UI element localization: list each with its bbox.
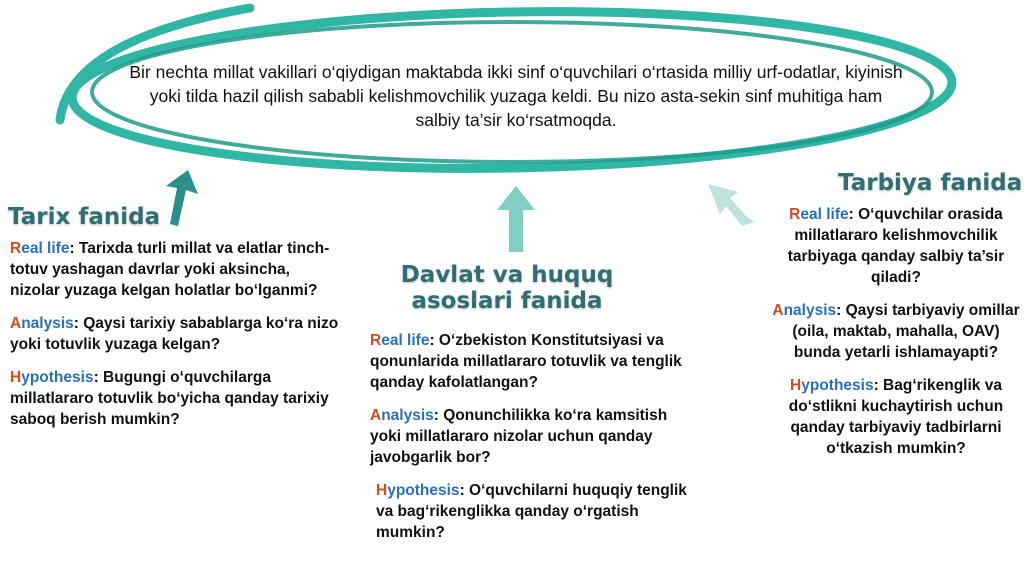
column-tarbiya: [770, 204, 1022, 471]
heading-davlat: Davlat va huquq asoslari fanida: [400, 262, 614, 314]
item-analysis: Analysis: Qaysi tarbiyaviy omillar (oila, maktab, mahalla, OAV) bunda yetarli ishlamayapti?: [772, 302, 1020, 361]
column-tarix: [10, 238, 340, 442]
column-davlat: [370, 330, 690, 555]
item-analysis: Analysis: Qonunchilikka ko‘ra kamsitish yoki millatlararo nizolar uchun qanday javobgarlik bor?: [370, 407, 668, 466]
arrow-up-left-icon: [160, 168, 210, 228]
scenario-text: Bir nechta millat vakillari o‘qiydigan maktabda ikki sinf o‘quvchilari o‘rtasida milliy urf-odatlar, kiyinish yoki tilda hazil qilish sababli kelishmovchilik yuzaga keldi. Bu nizo asta-sekin sinf muhitiga ham salbiy ta’sir ko‘rsatmoqda.: [129, 62, 903, 130]
heading-tarbiya: Tarbiya fanida: [838, 170, 1023, 196]
item-analysis: Analysis: Qaysi tarixiy sabablarga ko‘ra nizo yoki totuvlik yuzaga kelgan?: [10, 315, 339, 353]
item-real-life: Real life: O‘zbekiston Konstitutsiyasi va qonunlarida millatlararo totuvlik va tenglik qanday kafolatlangan?: [370, 332, 682, 391]
heading-tarix: Tarix fanida: [8, 204, 161, 230]
item-real-life: Real life: Tarixda turli millat va elatlar tinch-totuv yashagan davrlar yoki aksincha, nizolar yuzaga kelgan holatlar bo‘lganmi?: [10, 240, 330, 299]
item-hypothesis: Hypothesis: Bag‘rikenglik va do‘stlikni kuchaytirish uchun qanday tarbiyaviy tadbirlarni o‘tkazish mumkin?: [788, 377, 1004, 457]
arrow-up-right-icon: [702, 180, 758, 230]
arrow-up-center-icon: [494, 184, 538, 254]
item-real-life: Real life: O‘quvchilar orasida millatlararo kelishmovchilik tarbiyaga qanday salbiy ta’sir qiladi?: [787, 206, 1005, 286]
item-hypothesis: Hypothesis: O‘quvchilarni huquqiy tenglik va bag‘rikenglikka qanday o‘rgatish mumkin?: [376, 482, 687, 541]
item-hypothesis: Hypothesis: Bugungi o‘quvchilarga millatlararo totuvlik bo‘yicha qanday tarixiy saboq berish mumkin?: [10, 369, 329, 428]
